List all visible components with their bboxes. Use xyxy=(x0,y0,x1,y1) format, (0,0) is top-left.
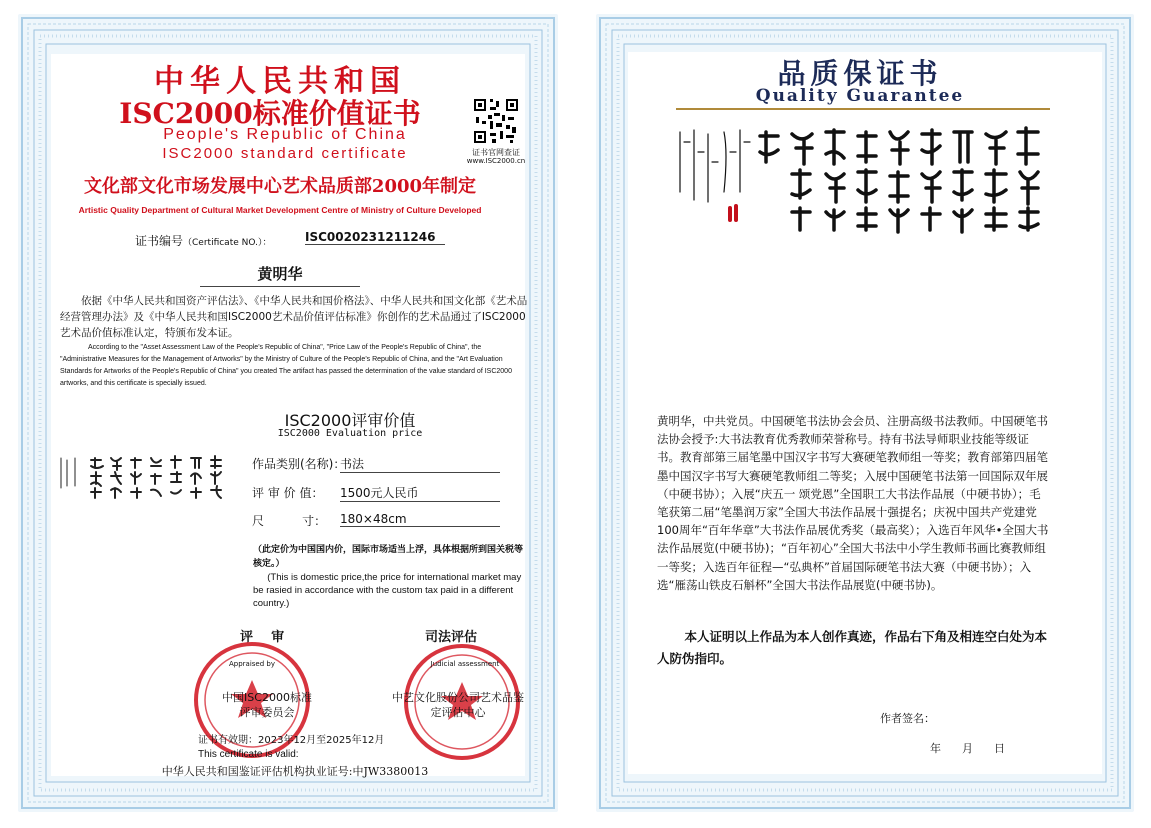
author-biography: 黄明华，中共党员。中国硬笔书法协会会员、注册高级书法教师。中国硬笔书法协会授予:大书法教育优秀教师荣誉称号。持有书法导师职业技能等级证书。教育部第三届笔墨中国汉字书写大赛硬笔教师组一等奖；教育部第四届笔墨中国汉字书写大赛硬笔教师组二等奖；入展中国硬笔书法第一回国际双年展（中硬书协）；入展“庆五一 颂党恩”全国职工大书法作品展（中硬书协）；毛笔获第二届“笔墨润万家”全国大书法作品展十强提名；庆祝中国共产党建党100周年“百年华章”大书法作品展优秀奖（最高奖）；入选百年风华•全国大书法作品展览(中硬书协)；“百年初心”全国大书法中小学生教师书画比赛教师组一等奖；入选百年征程—“弘典杯”首届国际硬笔书法大赛（中硬书协）；入选“雁荡山铁皮石斛杯”全国大书法作品展览(中硬书协)。 xyxy=(657,414,1049,592)
price-note-chinese: （此定价为中国国内价，国际市场适当上浮，具体根据所到国关税等核定。） xyxy=(253,545,524,569)
holder-name: 黄明华 xyxy=(200,263,360,287)
review-committee-name: 中国ISC2000标准评审委员会 xyxy=(222,691,312,719)
calligraphy-thumbnail xyxy=(53,452,233,502)
cert-no-row xyxy=(135,232,271,249)
license-number: 中华人民共和国鉴证评估机构执业证号:中JW3380013 xyxy=(161,765,429,778)
qr-url: www.ISC2000.cn xyxy=(466,157,526,165)
validity-english: This certificate is valid: xyxy=(198,749,299,760)
title-english-2: ISC2000 standard certificate xyxy=(162,145,408,162)
field-label-value: 评 审 价 值： xyxy=(252,486,324,500)
field-value-category: 书法 xyxy=(340,455,500,473)
title-divider xyxy=(676,108,1050,110)
signature-label: 作者签名： xyxy=(880,712,935,725)
title-english-1: People's Republic of China xyxy=(163,126,407,143)
title-certificate: ISC2000标准价值证书 xyxy=(119,97,421,130)
field-label-size: 尺 寸： xyxy=(252,514,327,528)
cert-no-label-en: （Certificate NO.）： xyxy=(183,238,272,248)
calligraphy-artwork xyxy=(670,122,1052,234)
field-value-price: 1500元人民币 xyxy=(340,484,500,502)
judicial-label: 司法评估 xyxy=(425,630,478,645)
cert-no-label: 证书编号 xyxy=(135,234,184,248)
price-note-english: (This is domestic price,the price for international market may be rasied in accordance with the custom tax paid in a different country.) xyxy=(253,572,522,609)
judicial-assessment: Judicial assessment xyxy=(430,660,500,668)
qr-code-icon xyxy=(472,97,520,145)
field-value-size: 180×48cm xyxy=(340,512,500,527)
issuer-english: Artistic Quality Department of Cultural Market Development Centre of Ministry of Culture Developed xyxy=(78,205,482,215)
guarantee-title: 品质保证书 xyxy=(777,57,943,90)
guarantee-title-en: Quality Guarantee xyxy=(755,86,965,106)
validity-period: 证书有效期：2023年12月至2025年12月 xyxy=(198,735,385,746)
issuer-chinese: 文化部文化市场发展中心艺术品质部2000年制定 xyxy=(83,176,477,197)
authenticity-statement: 本人证明以上作品为本人创作真迹，作品右下角及相连空白处为本人防伪指印。 xyxy=(657,629,1048,666)
qr-caption: 证书官网查证 xyxy=(472,148,520,157)
eval-title-en: ISC2000 Evaluation price xyxy=(277,428,423,439)
title-country: 中华人民共和国 xyxy=(154,64,406,99)
body-english: According to the "Asset Assessment Law of the People's Republic of China", "Price Law of the People's Republic of China", the "Administrative Measures for the Management of Artworks" by the Ministry of Culture of the People's Republic of China, and the "Art Evaluation Standards for Artworks of the People's Republic of China" you created The artifact has passed the determination of the value standard of ISC2000 artworks, and this certificate is specially issued. xyxy=(60,344,512,387)
appraisal-company-name: 中艺文化股份公司艺术品鉴定评估中心 xyxy=(392,691,524,719)
date-label: 年 月 日 xyxy=(930,742,1005,755)
appraised-by: Appraised by xyxy=(229,660,275,668)
field-label-category: 作品类别(名称)： xyxy=(252,457,346,471)
cert-number: ISC0020231211246 xyxy=(305,230,445,245)
review-label: 评 审 xyxy=(240,630,285,645)
body-chinese: 依据《中华人民共和国资产评估法》、《中华人民共和国价格法》、中华人民共和国文化部《艺术品经营管理办法》及《中华人民共和国ISC2000艺术品价值评估标准》你创作的艺术品通过了ISC2000艺术品价值标准认定，特颁布发本证。 xyxy=(60,295,528,339)
eval-title: ISC2000评审价值 xyxy=(284,411,416,430)
